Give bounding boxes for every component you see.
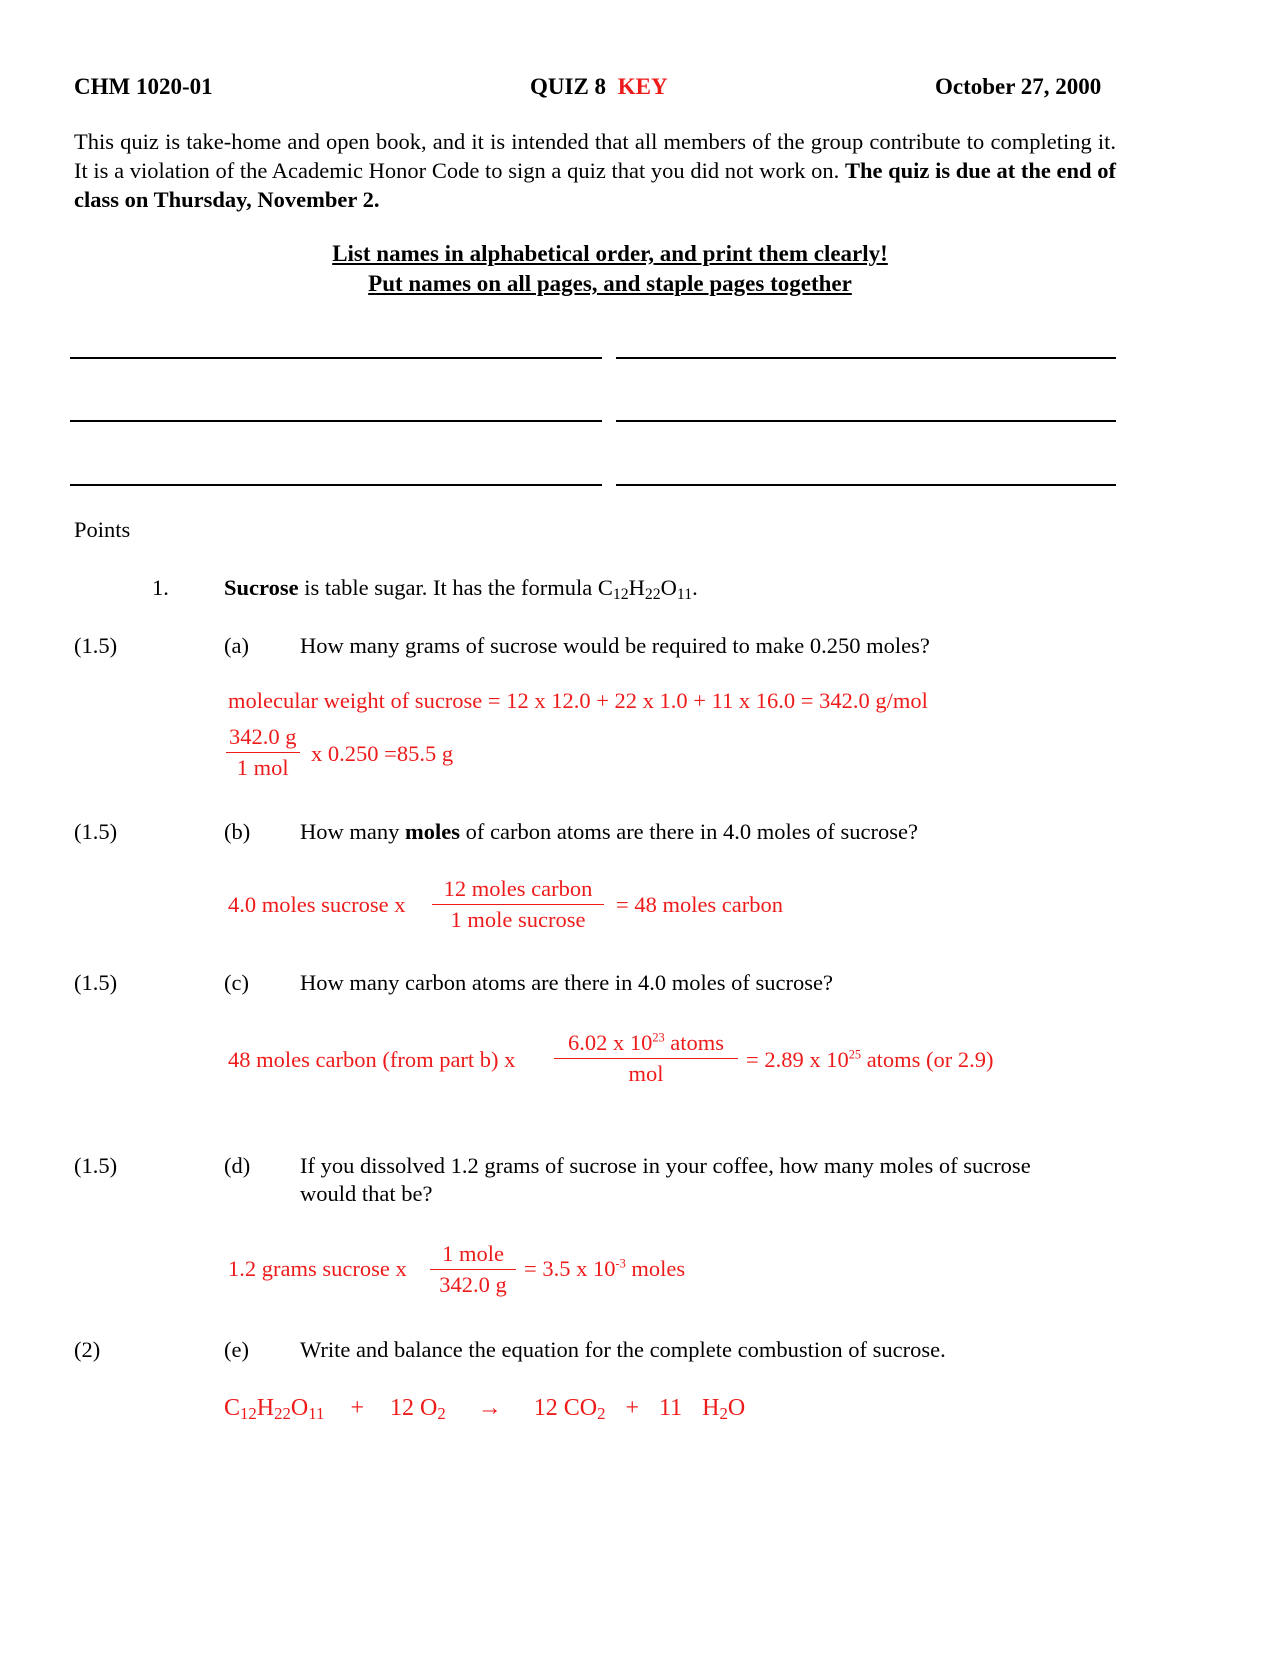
course-code: CHM 1020-01 bbox=[74, 74, 213, 99]
part-b-answer-result: = 48 moles carbon bbox=[616, 892, 784, 917]
part-a-question: How many grams of sucrose would be required to make 0.250 moles? bbox=[300, 633, 930, 658]
part-c-points: (1.5) bbox=[74, 970, 118, 995]
quiz-date: October 27, 2000 bbox=[935, 74, 1102, 99]
part-e-question: Write and balance the equation for the complete combustion of sucrose. bbox=[300, 1337, 946, 1362]
part-d-answer-result: = 3.5 x $10^{-3}$ moles bbox=[524, 1256, 686, 1281]
name-line-2[interactable] bbox=[616, 357, 1116, 359]
instruction-staple: Put names on all pages, and staple pages together bbox=[368, 271, 852, 296]
points-label: Points bbox=[74, 517, 131, 542]
part-e-points: (2) bbox=[74, 1337, 101, 1362]
part-a-points: (1.5) bbox=[74, 633, 118, 658]
name-line-5[interactable] bbox=[70, 484, 602, 486]
combustion-equation: $C_{12}H_{22}O_{11} + 12$ $O_2 \to 12$ $CO_2 + 11$ $H_2O$ bbox=[224, 1395, 746, 1424]
question-1-stem: Sucrose is table sugar. It has the formula $C_{12}H_{22}O_{11}$. bbox=[224, 575, 698, 603]
part-c-answer-result: = 2.89 x $10^{25}$ atoms (or 2.9) bbox=[746, 1047, 994, 1072]
part-a-label: (a) bbox=[224, 633, 249, 658]
due-date-text: The quiz is due at the end of class on Thursday, November 2. bbox=[74, 158, 1116, 212]
name-line-1[interactable] bbox=[70, 357, 602, 359]
part-c-fraction: 6.02 x $10^{23}$ atoms mol bbox=[554, 1030, 738, 1087]
part-d-fraction: 1 mole 342.0 g bbox=[430, 1241, 516, 1298]
part-d-label: (d) bbox=[224, 1153, 251, 1178]
part-b-question: How many moles of carbon atoms are there in 4.0 moles of sucrose? bbox=[300, 819, 918, 844]
part-b-label: (b) bbox=[224, 819, 251, 844]
part-a-answer-result: x 0.250 =85.5 g bbox=[311, 741, 454, 766]
part-b-points: (1.5) bbox=[74, 819, 118, 844]
name-line-4[interactable] bbox=[616, 420, 1116, 422]
part-e-label: (e) bbox=[224, 1337, 249, 1362]
quiz-title bbox=[530, 74, 668, 100]
name-line-3[interactable] bbox=[70, 420, 602, 422]
reaction-arrow: → bbox=[477, 1395, 502, 1421]
part-a-fraction: 342.0 g 1 mol bbox=[226, 724, 300, 781]
instruction-alphabetical: List names in alphabetical order, and print them clearly! bbox=[332, 241, 888, 266]
name-line-6[interactable] bbox=[616, 484, 1116, 486]
part-d-question-line2: would that be? bbox=[300, 1181, 433, 1206]
part-d-points: (1.5) bbox=[74, 1153, 118, 1178]
quiz-number: QUIZ 8 bbox=[530, 74, 607, 99]
key-label: KEY bbox=[617, 74, 668, 99]
question-number: 1. bbox=[152, 575, 169, 600]
part-c-label: (c) bbox=[224, 970, 249, 995]
sucrose-bold: Sucrose bbox=[224, 575, 299, 600]
plus-sign: + bbox=[625, 1395, 639, 1421]
part-b-fraction: 12 moles carbon 1 mole sucrose bbox=[432, 876, 604, 933]
part-c-answer-start: 48 moles carbon (from part b) x bbox=[228, 1047, 516, 1072]
intro-paragraph bbox=[74, 127, 1116, 214]
part-c-question: How many carbon atoms are there in 4.0 moles of sucrose? bbox=[300, 970, 833, 995]
part-d-answer-start: 1.2 grams sucrose x bbox=[228, 1256, 407, 1281]
plus-sign: + bbox=[350, 1395, 364, 1421]
part-b-answer-start: 4.0 moles sucrose x bbox=[228, 892, 406, 917]
intro-text: This quiz is take-home and open book, and it is intended that all members of the group contribute to completing it. It is a violation of the Academic Honor Code to sign a quiz that you did not work on. bbox=[74, 129, 1116, 183]
part-d-question-line1: If you dissolved 1.2 grams of sucrose in your coffee, how many moles of sucrose bbox=[300, 1153, 1031, 1178]
part-a-answer-mw: molecular weight of sucrose = 12 x 12.0 + 22 x 1.0 + 11 x 16.0 = 342.0 g/mol bbox=[228, 688, 928, 713]
